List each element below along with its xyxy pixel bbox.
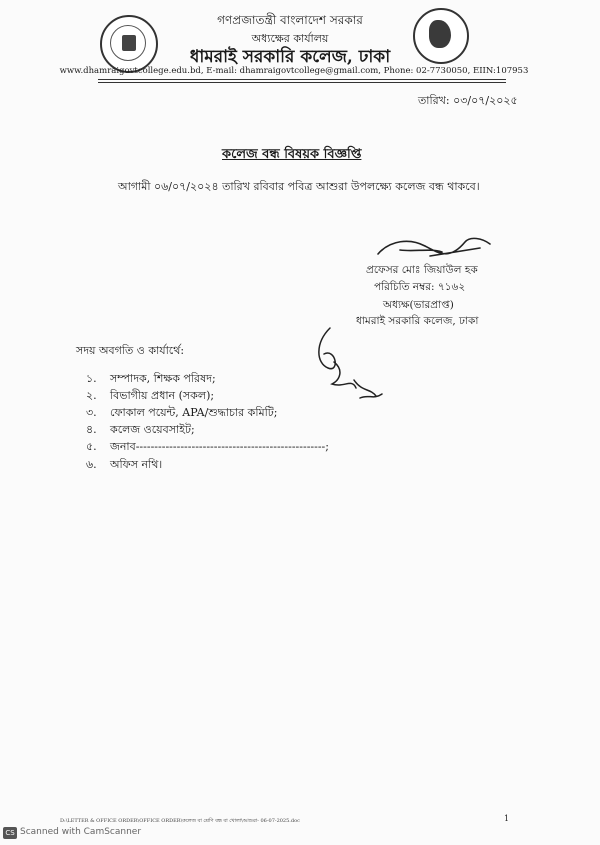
list-item [86,456,162,475]
camscanner-logo-icon: CS [3,827,17,839]
office-name: অধ্যক্ষের কার্যালয় [251,32,329,45]
notice-title: কলেজ বন্ধ বিষয়ক বিজ্ঞপ্তি [222,147,362,162]
list-text: অফিস নথি। [110,458,163,471]
distribution-heading: সদয় অবগতি ও কার্যার্থে: [76,344,185,357]
list-number: ৩. [86,406,97,419]
scanner-text: Scanned with CamScanner [20,827,142,837]
signatory-name: প্রফেসর মোঃ জিয়াউল হক [366,264,478,276]
header-divider [98,82,506,83]
document-date: তারিখ: ০৩/০৭/২০২৫ [418,94,518,107]
list-number: ৪. [86,423,97,436]
list-text: কলেজ ওয়েবসাইট; [110,423,195,436]
header-divider [98,79,506,80]
handwritten-initials-icon [310,318,390,408]
scanner-watermark [0,826,140,842]
contact-line: www.dhamraigovtcollege.edu.bd, E-mail: dhamraigovtcollege@gmail.com, Phone: 02-7730050, EIIN:107953 [59,66,529,76]
list-text: ফোকাল পয়েন্ট, APA/শুদ্ধাচার কমিটি; [110,406,278,419]
signatory-title: অধ্যক্ষ(ভারপ্রাপ্ত) [383,299,454,311]
notice-body: আগামী ০৬/০৭/২০২৪ তারিখ রবিবার পবিত্র আশুরা উপলক্ষ্যে কলেজ বন্ধ থাকবে। [118,180,480,193]
list-number: ২. [86,389,97,402]
college-name: ধামরাই সরকারি কলেজ, ঢাকা [189,47,391,67]
list-text: বিভাগীয় প্রধান (সকল); [110,389,215,402]
government-name: গণপ্রজাতন্ত্রী বাংলাদেশ সরকার [217,13,363,27]
page-number: 1 [504,814,510,823]
footer-file-path: D:\LETTER & OFFICE ORDER\OFFICE ORDER\কলেজ বা শ্রেণি বন্ধ বা খোলা\আশুরা- 06-07-2025.doc [60,818,300,824]
list-text: সম্পাদক, শিক্ষক পরিষদ; [110,372,216,385]
list-number: ১. [86,372,97,385]
signatory-institution: ধামরাই সরকারি কলেজ, ঢাকা [356,315,479,327]
list-number: ৬. [86,458,97,471]
list-item [86,438,329,457]
signatory-id: পরিচিতি নম্বর: ৭১৬২ [374,281,466,293]
list-text: জনাব---------------------------------------------------; [110,440,329,453]
list-number: ৫. [86,440,97,453]
